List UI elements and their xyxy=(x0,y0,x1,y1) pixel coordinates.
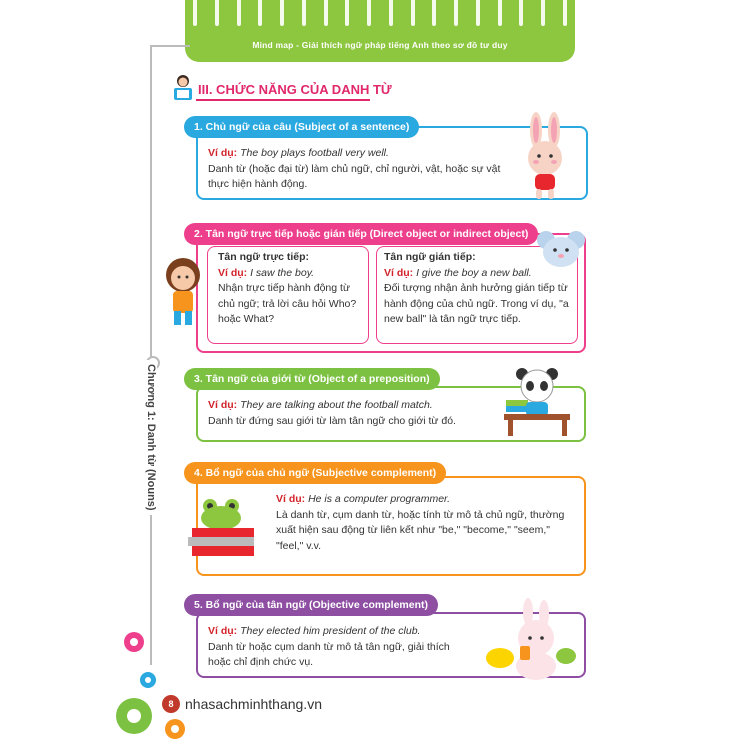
example-sentence: I give the boy a new ball. xyxy=(416,266,532,279)
direct-object-text: Nhận trực tiếp hành động từ chủ ngữ; trả lời câu hỏi Who? hoặc What? xyxy=(218,282,357,325)
example-label: Ví dụ: xyxy=(208,147,238,159)
direct-object-heading: Tân ngữ trực tiếp: xyxy=(218,251,310,263)
frog-books-illustration xyxy=(186,496,260,562)
example-sentence: I saw the boy. xyxy=(250,266,315,279)
girl-illustration xyxy=(160,255,206,329)
small-gear-decoration xyxy=(160,714,190,744)
card-subject-title: 1. Chủ ngữ của câu (Subject of a sentence) xyxy=(184,116,419,138)
panda-desk-illustration xyxy=(500,366,576,438)
direct-object-body xyxy=(218,250,364,328)
example-label: Ví dụ: xyxy=(208,625,238,637)
card-subjective-complement-body xyxy=(276,492,576,554)
card-preposition-body xyxy=(208,398,508,429)
bunny-phone-illustration xyxy=(480,596,580,686)
connector-line-top xyxy=(150,45,190,47)
card-subjective-complement-text: Là danh từ, cụm danh từ, hoặc tính từ mô tả chủ ngữ, thường xuất hiện sau động từ liên kết như "be," "become," "seem," "feel," v.v. xyxy=(276,508,565,552)
section-title: III. CHỨC NĂNG CỦA DANH TỪ xyxy=(198,82,392,97)
example-label: Ví dụ: xyxy=(208,399,238,411)
card-preposition-text: Danh từ đứng sau giới từ làm tân ngữ cho giới từ đó. xyxy=(208,414,456,427)
top-header-banner xyxy=(185,0,575,62)
bunny-illustration xyxy=(518,112,572,202)
example-sentence: He is a computer programmer. xyxy=(308,493,451,505)
header-subtitle: Mind map - Giải thích ngữ pháp tiếng Anh theo sơ đồ tư duy xyxy=(252,40,508,50)
gears-decoration xyxy=(112,628,162,738)
chapter-label-text: Chương 1: Danh từ (Nouns) xyxy=(145,360,157,515)
card-objective-complement-title: 5. Bổ ngữ của tân ngữ (Objective complement) xyxy=(184,594,438,616)
section-title-underline xyxy=(196,99,370,101)
card-objective-complement-text: Danh từ hoặc cụm danh từ mô tả tân ngữ, giải thích hoặc chỉ định chức vụ. xyxy=(208,640,450,668)
indirect-object-text: Đối tượng nhận ảnh hưởng gián tiếp từ hành động của chủ ngữ. Trong ví dụ, "a new ball" là tân ngữ trực tiếp. xyxy=(384,282,569,325)
example-label: Ví dụ: xyxy=(276,493,306,505)
example-sentence: They elected him president of the club. xyxy=(240,625,421,637)
card-preposition-title: 3. Tân ngữ của giới từ (Object of a preposition) xyxy=(184,368,440,390)
header-ticks xyxy=(193,0,567,30)
footer-website: nhasachminhthang.vn xyxy=(185,696,322,712)
card-subject-body xyxy=(208,146,508,193)
chapter-label xyxy=(132,360,170,510)
card-objective-complement-body xyxy=(208,624,468,671)
card-subject-text: Danh từ (hoặc đại từ) làm chủ ngữ, chỉ người, vật, hoặc sự vật thực hiện hành động. xyxy=(208,162,501,190)
connector-line-vertical xyxy=(150,45,152,665)
card-subjective-complement-title: 4. Bổ ngữ của chủ ngữ (Subjective complement) xyxy=(184,462,446,484)
girl-book-icon xyxy=(172,74,194,102)
page-number: 8 xyxy=(162,695,180,713)
example-sentence: The boy plays football very well. xyxy=(240,147,389,159)
mouse-illustration xyxy=(536,228,586,270)
example-sentence: They are talking about the football match. xyxy=(240,399,433,411)
indirect-object-heading: Tân ngữ gián tiếp: xyxy=(384,251,476,263)
card-object-title: 2. Tân ngữ trực tiếp hoặc gián tiếp (Direct object or indirect object) xyxy=(184,223,538,245)
example-label: Ví dụ: xyxy=(218,266,248,279)
example-label: Ví dụ: xyxy=(384,266,414,279)
